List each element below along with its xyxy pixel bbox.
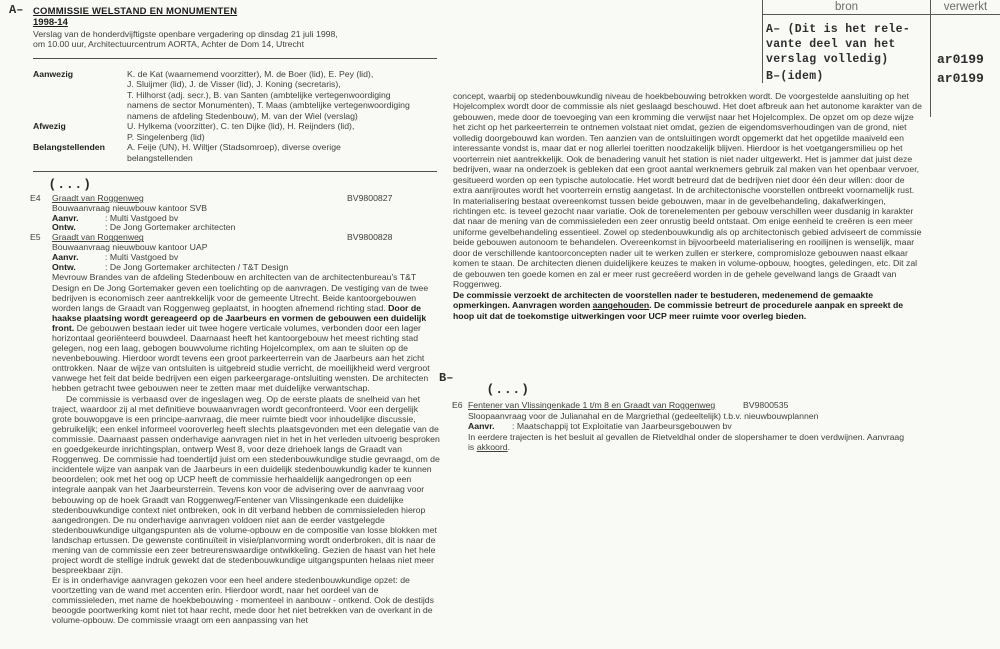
annotation-mark-b: B– [439,371,454,385]
omission-ellipsis: (...) [50,176,95,192]
item-title: Fentener van Vlissingenkade 1 t/m 8 en Graadt van Roggenweg [468,400,716,410]
report-intro: Verslag van de honderdvijftigste openbare vergadering op dinsdag 21 juli 1998, om 10.00 uur, Architectuurcentrum AORTA, Achter de Dom 14, Utrecht [33,29,338,50]
item-field [52,263,438,273]
item-decision-note: In eerdere trajecten is het besluit al gevallen de Rietveldhal onder de slopershamer te doen verdwijnen. Aanvraag is akkoord. [468,431,905,453]
margin-verwerkt-a: ar0199 [937,52,984,67]
agenda-item-e6 [452,400,927,453]
item-title: Graadt van Roggenweg [52,193,144,204]
margin-table-column-divider [930,0,931,117]
margin-table-header-underline [762,14,1000,15]
margin-table-header-bron: bron [834,1,859,13]
body-paragraph: concept, waarbij op stedenbouwkundig niveau de hoekbebouwing betrokken wordt. De voorgestelde aansluiting op het Hojelcomplex wordt door de commissie als niet geslaagd beschouwd. Het doet afbreuk aan het autonome karakter van de gebouwen, mede door de toevoeging van een kromming die verwijst naar het Hojelcomplex. De opzet om op deze wijze het zicht op het parkeerterrein te ontnemen volstaat niet omdat, gezien de eigendomsverhoudingen van de grond, niet volledig doorgebouwd kan worden. Ten aanzien van de ontsluitingen wordt opgemerkt dat het opgetilde maaiveld een interessante vondst is, maar dat er nog allerlei toeritten noodzakelijk blijven. Hierdoor is het voetgangersmilieu op het voorterrein niet aantrekkelijk. Ook de benadering vanuit het station is niet nader uitgewerkt. Het is jammer dat juist deze bedrijven, waar na onderzoek is gebleken dat een groot aantal werknemers gebruik zal maken van het openbaar vervoer, gesitueerd worden op een typische autolocatie. Het wordt betreurd dat de bedrijven niet door één deur willen: door de extra aanrijroutes wordt het voorterrein ernstig aangetast. In de architectonische voorstellen ontbreekt voornamelijk rust. In materialisering bestaat overeenkomst tussen beide gebouwen, maar in de gevelbehandeling, dakafwerkingen, richtingen etc. is teveel gezocht naar variatie. Ook de torenelementen per gebouw verschillen weer dusdanig in karakter dat naar de mening van de commissieleden een zeer onrustig beeld ontstaat. Om enige eenheid te creëren is een meer uniforme gevelbehandeling essentieel. Zowel op stedenbouwkundig als op architectonisch gebied adviseert de commissie beide gebouwen autonoom te behandelen. Overeenkomst in bijvoorbeeld materialisering en rooilijnen is wenselijk, maar door de verschillende kantoorconcepten nader uit te werken zullen er sterkere, compromisloze gebouwen naast elkaar komen te staan. De architecten dienen duidelijkere keuzes te maken in volume-opbouw, hoogtes, geledingen, etc. Dit zal de gebouwen ten goede komen en zal er meer rust gecreëerd worden in de gehele gevelwand langs de Graadt van Roggenweg. [453,91,922,290]
field-label: Aanvr. [52,251,79,262]
right-column [453,91,923,321]
item-reference-number: BV9800535 [743,400,789,410]
attendance-table [30,59,438,164]
item-reference-number: BV9800827 [347,193,393,204]
body-paragraph: De commissie is verbaasd over de ingeslagen weg. Op de eerste plaats de snelheid van het traject, waardoor zij al met definitieve bouwaanvragen wordt geconfronteerd. Voor een dergelijk grote bouwopgave is een principe-aanvraag, die meer ruimte biedt voor inhoudelijke discussie, gebruikelijk; een enkel informeel vooroverleg heeft slechts plaatsgevonden met een delegatie van de commissie. Daarnaast passen onderhavige aanvragen niet in het in het verleden uitvoerig besproken en goedgekeurde inrichtingsplan, ontwerp West 8, voor deze driehoek langs de Graadt van Roggenweg. De commissie had toendertijd juist om een stedenbouwkundige studie gevraagd, om de incidentele wijze van aanpak van de Jaarbeurs in een duidelijk stedenbouwkundig kader te kunnen beoordelen; ook met het oog op UCP heeft de commissie herhaaldelijk aangedrongen op een integrale aanpak van het Jaarbeursterrein. Tevens kon voor de advisering over de aanvraag voor bebouwing op de hoek Graadt van Roggenweg/Fentener van Vlissingenkade een duidelijke stedenbouwkundige context niet ontbreken, ook in dit verband hebben de commissieleden hierop aangedrongen. De nu onderhavige aanvragen voldoen niet aan de eerder vastgelegde stedenbouwkundige uitgangspunten als de volume-opbouw en de compositie van losse blokken met landschap ertussen. De gewenste continuïteit in visie/planvorming wordt onderbroken, dit is naar de mening van de commissie een zeer betreurenswaardige ontwikkeling. Gezien de haast van het hele project wordt de stellige indruk gewekt dat de stedenbouwkundige uitgangspunten helaas niet meer bespreekbaar zijn. [52,394,440,575]
attendance-names: K. de Kat (waarnemend voorzitter), M. de Boer (lid), E. Pey (lid), J. Sluijmer (lid), J. de Visser (lid), J. Koning (secretaris), T. Hilhorst (adj. secr.), B. van Santen (ambtelijke vertegenwoordiging namens de sector Monumenten), T. Maas (ambtelijke vertegenwoordiging namens de afdeling Stedenbouw), M. van der Wiel (verslag) [127,68,410,121]
item-description: Bouwaanvraag nieuwbouw kantoor UAP [52,242,208,253]
field-label: Aanvr. [468,421,495,432]
agenda-item-e4 [30,194,438,233]
field-label: Ontw. [52,222,76,233]
margin-note-b: B–(idem) [766,70,824,83]
attendance-row-aanwezig [33,69,438,122]
item-description: Bouwaanvraag nieuwbouw kantoor SVB [52,202,208,213]
item-code: E6 [452,400,463,410]
item-description: Sloopaanvraag voor de Julianahal en de Margriethal (gedeeltelijk) t.b.v. nieuwbouwplannen [468,410,819,421]
attendance-row-belangstellenden [33,142,438,163]
right-column-lower [452,381,927,453]
margin-table-header-verwerkt: verwerkt [943,1,988,13]
attendance-names: A. Feije (UN), H. Wiltjer (Stadsomroep), diverse overige belangstellenden [127,142,341,163]
field-label: Ontw. [52,261,76,272]
conclusion-paragraph: De commissie verzoekt de architecten de voorstellen nader te bestuderen, medenemend de gemaakte opmerkingen. Aanvragen worden aangehouden. De commissie betreurt de procedurele aanpak en spreekt de hoop uit dat de toekomstige uitwerkingen voor UCP meer ruimte voor overleg bieden. [453,289,904,321]
omission-ellipsis: (...) [488,381,533,396]
item-code: E4 [30,193,41,204]
field-value: : Maatschappij tot Exploitatie van Jaarbeursgebouwen bv [512,421,732,432]
item-field [468,421,927,432]
attendance-label: Afwezig [33,121,66,132]
item-reference-number: BV9800828 [347,232,393,243]
field-value: : De Jong Gortemaker architecten / T&T Design [105,261,289,272]
agenda-item-e5 [30,233,438,272]
attendance-names: U. Hylkema (voorzitter), C. ten Dijke (lid), H. Reijnders (lid), P. Singelenberg (lid) [127,121,355,142]
field-value: : Multi Vastgoed bv [105,251,179,262]
report-title: COMMISSIE WELSTAND EN MONUMENTEN [33,6,238,17]
divider-attendance [33,171,437,172]
margin-note-a: A– (Dit is het rele- vante deel van het verslag volledig) [766,23,911,66]
margin-verwerkt-b: ar0199 [937,71,984,86]
annotation-mark-a: A– [9,3,24,17]
field-label: Aanvr. [52,212,79,223]
item-code: E5 [30,232,41,243]
report-number: 1998-14 [33,17,68,28]
left-column [30,6,438,625]
attendance-label: Aanwezig [33,68,74,79]
body-paragraph: Mevrouw Brandes van de afdeling Stedenbouw en architecten van de architectenbureau's T&T Design en De Jong Gortemaker geven een toelichting op de aanvragen. De vestiging van de twee bedrijven is economisch zeer aantrekkelijk voor de gemeente Utrecht. Beide kantoorgebouwen worden langs de Graadt van Roggenweg geplaatst, in hoogten afnemend richting stad. Door de haakse plaatsing wordt gereageerd op de Jaarbeurs en vormen de gebouwen een duidelijk front. De gebouwen bestaan ieder uit twee hogere verticale volumes, verbonden door een lager horizontaal georiënteerd bouwdeel. Daarnaast heeft het kantoorgebouw het meest richting stad gelegen, nog een laag, gebogen bouwvolume richting Hojelcomplex, om aan te sluiten op de nevenbebouwing. Hierdoor wordt tevens een groot parkeerterrein van de Jaarbeurs aan het zicht onttrokken. Naar de wijze van ontsluiten is uitgebreid studie verricht, de moeilijkheid werd vergroot vanwege het feit dat beide bedrijven een eigen parkeergarage-ontsluiting wensten. De architecten hebben getracht twee gebouwen neer te zetten maar met duidelijke verwantschap. [52,272,430,393]
attendance-row-afwezig [33,121,438,142]
item-body [468,400,927,453]
item-title: Graadt van Roggenweg [52,232,144,243]
field-value: : De Jong Gortemaker architecten [105,222,236,233]
attendance-label: Belangstellenden [33,142,105,153]
body-paragraph: Er is in onderhavige aanvragen gekozen voor een heel andere stedenbouwkundige opzet: de voortzetting van de wand met accenten erin. Hierdoor wordt, naar het oordeel van de commissieleden, met name de hoekbebouwing - momenteel in aanbouw - ontkend. Ook de destijds beoogde poortwerking komt niet tot haar recht, mede door het niet betrekken van de overkant in de volume-opbouw. De commissie vraagt om een aanpassing van het [52,574,434,626]
field-value: : Multi Vastgoed bv [105,212,179,223]
